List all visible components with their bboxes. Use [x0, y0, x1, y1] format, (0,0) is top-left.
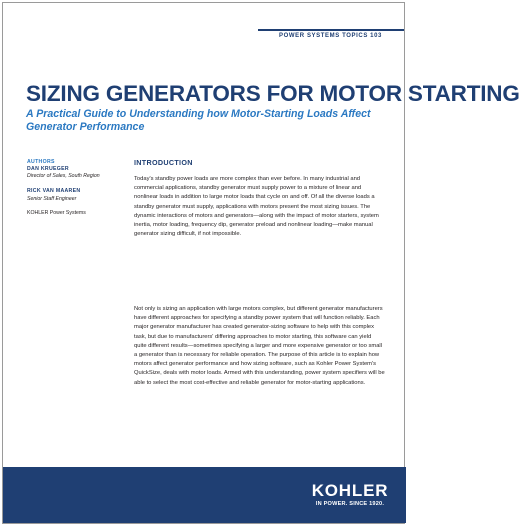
- kohler-logo: [310, 482, 390, 507]
- body-paragraph: Not only is sizing an application with large motors complex, but different generator manufacturers have different approaches for specifying a standby power system that will function reliably. Each major generator manufacturer has created generator-sizing software to help with this complex task, but due to manufacturers' differing approaches to motor starting, this software can yield quite different results—sometimes specifying a larger and more expensive generator or too small a generator than is necessary for reliable operation. The purpose of this article is to explain how motors affect generator performance and how sizing software, such as Kohler Power System's QuickSize, deals with motor loads. Armed with this understanding, power system specifiers will be able to select the most cost-effective and reliable generator for motor-starting applications.: [134, 306, 385, 386]
- section-heading: INTRODUCTION: [134, 158, 193, 167]
- author-role: Director of Sales, South Region: [27, 173, 100, 179]
- footer-bar: [3, 467, 406, 523]
- author-role: Senior Staff Engineer: [27, 195, 77, 202]
- author-name: RICK VAN MAAREN: [27, 188, 81, 194]
- document-subtitle: A Practical Guide to Understanding how Motor-Starting Loads Affect Generator Performance: [26, 108, 371, 133]
- logo-tagline: IN POWER. SINCE 1920.: [315, 501, 385, 507]
- authors-sidebar: [27, 159, 117, 217]
- author-organization: KOHLER Power Systems: [27, 209, 86, 216]
- document-page: [2, 2, 520, 524]
- body-paragraph: Today's standby power loads are more complex than ever before. In many industrial and commercial applications, standby generator must supply power to a mixture of linear and nonlinear loads in addition to large motor loads that cycle on and off. Of all the diverse loads a standby generator must supply, applications with motors present the most sizing issues. The dynamic interactions of motors and generators—along with the impact of motor starters, system inertia, motor loading, frequency dip, generator preload and nonlinear loading—make manual generator sizing difficult, if not impossible.: [134, 176, 379, 238]
- logo-wordmark: KOHLER: [311, 481, 389, 500]
- authors-label: AUTHORS: [27, 159, 55, 165]
- topic-tag: POWER SYSTEMS TOPICS 103: [258, 29, 404, 43]
- author-name: DAN KRUEGER: [27, 165, 69, 172]
- document-title: SIZING GENERATORS FOR MOTOR STARTING: [26, 81, 520, 106]
